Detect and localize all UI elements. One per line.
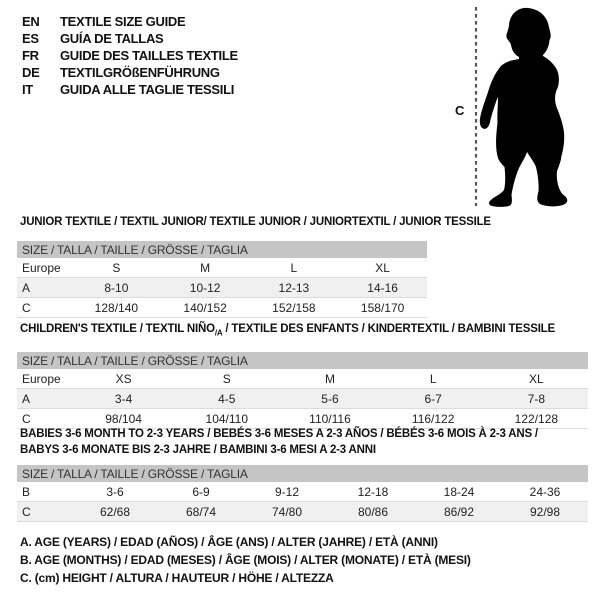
cell: 14-16 <box>338 278 427 298</box>
cell: S <box>175 369 278 389</box>
table-title <box>17 426 588 458</box>
language-label: TEXTILGRÖßENFÜHRUNG <box>60 65 220 80</box>
cell: L <box>250 258 339 278</box>
row-label: C <box>17 409 72 429</box>
cell: 3-6 <box>72 482 158 502</box>
cell: 10-12 <box>161 278 250 298</box>
size-header-label: SIZE / TALLA / TAILLE / GRÖSSE / TAGLIA <box>17 352 588 369</box>
table-row <box>17 482 588 502</box>
cell: XL <box>338 258 427 278</box>
table-title <box>17 321 588 341</box>
cell: 3-4 <box>72 389 175 409</box>
cell: 24-36 <box>502 482 588 502</box>
cell: L <box>382 369 485 389</box>
size-header-bar <box>17 465 588 482</box>
size-header-label: SIZE / TALLA / TAILLE / GRÖSSE / TAGLIA <box>17 241 427 258</box>
size-table <box>17 352 588 429</box>
row-label: A <box>17 278 72 298</box>
baby-silhouette-icon <box>450 3 590 215</box>
row-label: A <box>17 389 72 409</box>
height-label-c: C <box>455 103 465 118</box>
cell: 116/122 <box>382 409 485 429</box>
language-label: TEXTILE SIZE GUIDE <box>60 14 186 29</box>
childrens-textile-table <box>17 321 588 429</box>
table-row <box>17 298 427 318</box>
table-title-line: BABYS 3-6 MONATE BIS 2-3 JAHRE / BAMBINI 3-6 MESI A 2-3 ANNI <box>20 444 376 456</box>
cell: XS <box>72 369 175 389</box>
cell: 158/170 <box>338 298 427 318</box>
size-table <box>17 465 588 522</box>
size-header-bar <box>17 352 588 369</box>
cell: S <box>72 258 161 278</box>
junior-textile-table <box>17 214 491 318</box>
baby-figure <box>450 3 590 215</box>
table-title-line: BABIES 3-6 MONTH TO 2-3 YEARS / BEBÉS 3-6 MESES A 2-3 AÑOS / BÉBÉS 3-6 MOIS À 2-3 ANS / <box>20 428 538 440</box>
size-table <box>17 241 427 318</box>
language-label: GUIDA ALLE TAGLIE TESSILI <box>60 82 235 97</box>
table-row <box>17 502 588 522</box>
row-label: C <box>17 298 72 318</box>
language-row <box>22 47 238 64</box>
cell: 86/92 <box>416 502 502 522</box>
row-label: C <box>17 502 72 522</box>
baby-silhouette-path <box>480 8 567 207</box>
language-code: FR <box>22 48 39 63</box>
language-label: GUÍA DE TALLAS <box>60 31 164 46</box>
language-code: EN <box>22 14 40 29</box>
cell: 152/158 <box>250 298 339 318</box>
cell: M <box>278 369 381 389</box>
language-row <box>22 30 238 47</box>
legend-line: A. AGE (YEARS) / EDAD (AÑOS) / ÂGE (ANS) / ALTER (JAHRE) / ETÀ (ANNI) <box>20 535 438 549</box>
cell: XL <box>485 369 588 389</box>
babies-textile-table <box>17 426 588 522</box>
cell: 9-12 <box>244 482 330 502</box>
cell: 7-8 <box>485 389 588 409</box>
cell: 6-7 <box>382 389 485 409</box>
cell: 18-24 <box>416 482 502 502</box>
cell: 62/68 <box>72 502 158 522</box>
table-row <box>17 389 588 409</box>
table-title-text: CHILDREN'S TEXTILE / TEXTIL NIÑO <box>20 323 215 335</box>
table-title-sub: /A <box>214 328 223 338</box>
legend <box>20 533 471 587</box>
cell: 74/80 <box>244 502 330 522</box>
row-label: B <box>17 482 72 502</box>
language-row <box>22 81 238 98</box>
cell: 140/152 <box>161 298 250 318</box>
cell: 12-18 <box>330 482 416 502</box>
language-list <box>22 13 238 98</box>
cell: M <box>161 258 250 278</box>
table-title <box>17 214 491 230</box>
row-label: Europe <box>17 258 72 278</box>
row-label: Europe <box>17 369 72 389</box>
cell: 110/116 <box>278 409 381 429</box>
cell: 5-6 <box>278 389 381 409</box>
cell: 80/86 <box>330 502 416 522</box>
cell: 98/104 <box>72 409 175 429</box>
language-label: GUIDE DES TAILLES TEXTILE <box>60 48 238 63</box>
language-code: ES <box>22 31 39 46</box>
cell: 122/128 <box>485 409 588 429</box>
cell: 8-10 <box>72 278 161 298</box>
table-row <box>17 258 427 278</box>
cell: 6-9 <box>158 482 244 502</box>
size-header-label: SIZE / TALLA / TAILLE / GRÖSSE / TAGLIA <box>17 465 588 482</box>
cell: 12-13 <box>250 278 339 298</box>
table-title-line: JUNIOR TEXTILE / TEXTIL JUNIOR/ TEXTILE JUNIOR / JUNIORTEXTIL / JUNIOR TESSILE <box>20 216 491 228</box>
legend-line: B. AGE (MONTHS) / EDAD (MESES) / ÂGE (MOIS) / ALTER (MONATE) / ETÀ (MESI) <box>20 553 471 567</box>
cell: 128/140 <box>72 298 161 318</box>
cell: 92/98 <box>502 502 588 522</box>
language-row <box>22 13 238 30</box>
language-code: IT <box>22 82 33 97</box>
cell: 4-5 <box>175 389 278 409</box>
cell: 104/110 <box>175 409 278 429</box>
table-row <box>17 369 588 389</box>
cell: 68/74 <box>158 502 244 522</box>
legend-line: C. (cm) HEIGHT / ALTURA / HAUTEUR / HÖHE / ALTEZZA <box>20 571 334 585</box>
table-row <box>17 278 427 298</box>
language-row <box>22 64 238 81</box>
size-header-bar <box>17 241 427 258</box>
language-code: DE <box>22 65 40 80</box>
table-title-text: / TEXTILE DES ENFANTS / KINDERTEXTIL / BAMBINI TESSILE <box>222 323 555 335</box>
